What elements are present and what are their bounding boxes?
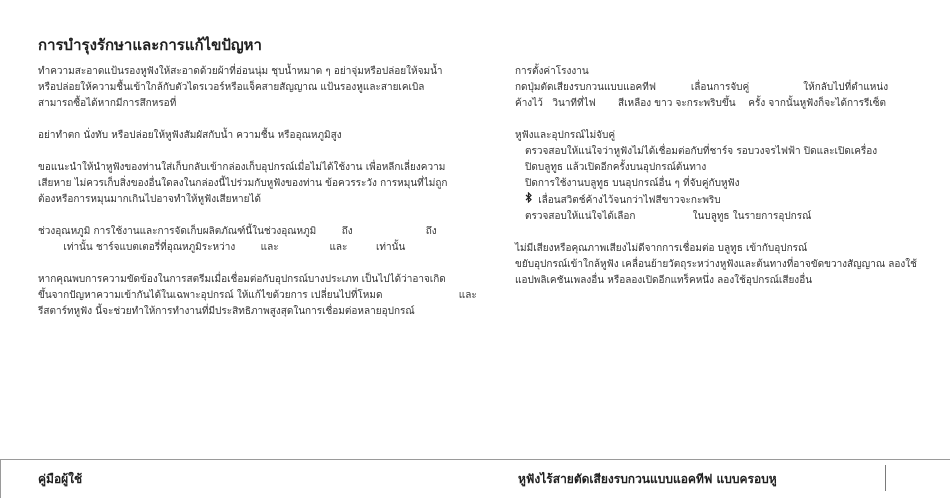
issues-line: รีสตาร์ทหูฟัง นี้จะช่วยทำให้การทำงานที่มีประสิทธิภาพสูงสุดในการเชื่อมต่อหลายอุปกรณ์ (38, 306, 415, 317)
factory-reset-line: กดปุ่มตัดเสียงรบกวนแบบแอคทีฟ เลื่อนการจับคู่ ให้กลับไปที่ตำแหน่ง (515, 82, 889, 93)
bluetooth-step (515, 192, 935, 209)
factory-reset-paragraph (515, 64, 935, 112)
page-title: การบำรุงรักษาและการแก้ไขปัญหา (38, 36, 262, 54)
no-connect-step: ปิดบลูทูธ แล้วเปิดอีกครั้งบนอุปกรณ์ต้นทาง (525, 162, 707, 173)
storage-line: ขอแนะนำให้นำหูฟังของท่านใส่เก็บกลับเข้ากล่องเก็บอุปกรณ์เมื่อไม่ได้ใช้งาน เพื่อหลีกเลี่ยงความ (38, 162, 446, 173)
no-connect-step: ปิดการใช้งานบลูทูธ บนอุปกรณ์อื่น ๆ ที่จับคู่กับหูฟัง (525, 178, 740, 189)
factory-reset-heading: การตั้งค่าโรงงาน (515, 66, 589, 77)
no-sound-heading: ไม่มีเสียงหรือคุณภาพเสียงไม่ดีจากการเชื่อมต่อ บลูทูธ เข้ากับอุปกรณ์ (515, 243, 808, 254)
bluetooth-icon (525, 192, 535, 209)
right-column (515, 64, 935, 305)
no-connect-paragraph (515, 128, 935, 225)
issues-paragraph (38, 272, 478, 320)
issues-line: ขึ้นจากปัญหาความเข้ากันได้ในเฉพาะอุปกรณ์ ให้แก้ไขด้วยการ เปลี่ยนไปที่โหมด และ (38, 290, 477, 301)
factory-reset-line: ค้างไว้ วินาทีที่ไฟ สีเหลือง ขาว จะกระพริบขึ้น ครั้ง จากนั้นหูฟังก็จะได้การรีเซ็ต (515, 98, 887, 109)
select-device-step: ตรวจสอบให้แน่ใจได้เลือก ในบลูทูธ ในรายการอุปกรณ์ (525, 211, 812, 222)
no-sound-line: แอปพลิเคชันเพลงอื่น หรือลองเปิดอีกแทร็คหนึ่ง ลองใช้อุปกรณ์เสียงอื่น (515, 275, 813, 286)
no-sound-paragraph (515, 241, 935, 289)
temperature-line: เท่านั้น ชาร์จแบตเตอรี่ที่อุณหภูมิระหว่าง และ และ เท่านั้น (38, 242, 406, 253)
left-column (38, 64, 478, 336)
temperature-paragraph (38, 224, 478, 256)
temperature-line: ช่วงอุณหภูมิ การใช้งานและการจัดเก็บผลิตภัณฑ์นี้ในช่วงอุณหภูมิ ถึง ถึง (38, 226, 437, 237)
storage-line: เสียหาย ไม่ควรเก็บสิ่งของอื่นใดลงในกล่องนี้ไปร่วมกับหูฟังของท่าน ข้อควรระวัง การหมุนที่ไม่ถูก (38, 178, 448, 189)
storage-line: ต้องหรือการหมุนมากเกินไปอาจทำให้หูฟังเสียหายได้ (38, 194, 262, 205)
footer-left-border (0, 459, 1, 498)
footer-divider (0, 459, 950, 460)
care-paragraph (38, 64, 478, 112)
footer-right-border (885, 465, 886, 491)
avoid-line: อย่าทำตก นั่งทับ หรือปล่อยให้หูฟังสัมผัสกับน้ำ ความชื้น หรืออุณหภูมิสูง (38, 130, 342, 141)
care-line: สามารถซื้อได้หากมีการสึกหรอที่ (38, 98, 177, 109)
care-line: หรือปล่อยให้ความชื้นเข้าใกล้กับตัวไดรเวอร์หรือแจ็คสายสัญญาณ แป้นรองหูและสายเคเบิล (38, 82, 425, 93)
bluetooth-step-text: เลื่อนสวิตช์ค้างไว้จนกว่าไฟสีขาวจะกะพริบ (538, 195, 721, 206)
footer-product-name: หูฟังไร้สายตัดเสียงรบกวนแบบแอคทีฟ แบบครอบหู (518, 472, 777, 486)
no-connect-step: ตรวจสอบให้แน่ใจว่าหูฟังไม่ได้เชื่อมต่อกับที่ชาร์จ รอบวงจรไฟฟ้า ปิดและเปิดเครื่อง (525, 146, 878, 157)
issues-line: หากคุณพบการความขัดข้องในการสตรีมเมื่อเชื่อมต่อกับอุปกรณ์บางประเภท เป็นไปได้ว่าอาจเกิด (38, 274, 446, 285)
storage-paragraph (38, 160, 478, 208)
bluetooth-icon-glyph (525, 192, 533, 203)
footer-manual-label: คู่มือผู้ใช้ (38, 472, 83, 486)
care-line: ทำความสะอาดแป้นรองหูฟังให้สะอาดด้วยผ้าที่อ่อนนุ่ม ชุบน้ำหมาด ๆ อย่าจุ่มหรือปล่อยให้จมน้ำ (38, 66, 443, 77)
avoid-paragraph (38, 128, 478, 144)
no-connect-heading: หูฟังและอุปกรณ์ไม่จับคู่ (515, 130, 616, 141)
no-sound-line: ขยับอุปกรณ์เข้าใกล้หูฟัง เคลื่อนย้ายวัตถุระหว่างหูฟังและต้นทางที่อาจขัดขวางสัญญาณ ลองใช้ (515, 259, 917, 270)
